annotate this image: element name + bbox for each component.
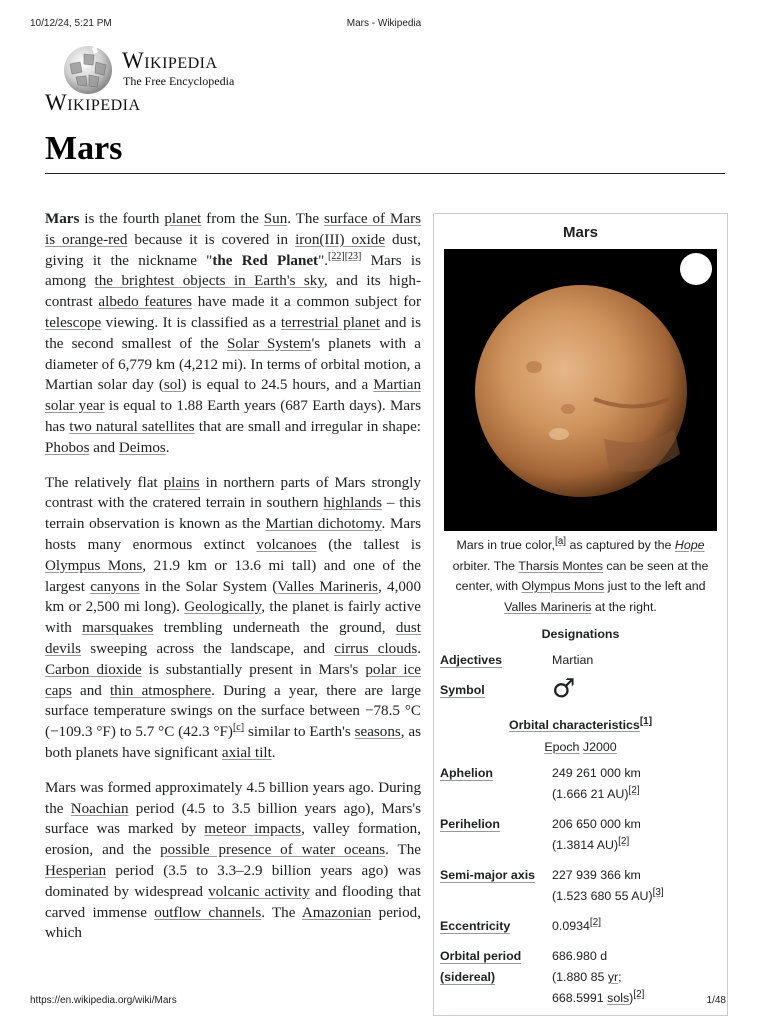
link-natural-satellites[interactable]: two natural satellites (69, 418, 195, 435)
text: . The (261, 904, 302, 921)
text: period, which (45, 904, 421, 942)
value-line (552, 886, 721, 907)
text: (1.880 85 (552, 970, 608, 984)
text: dust, giving it the nickname " (45, 231, 421, 269)
link-sol[interactable]: sol (163, 377, 182, 394)
value-orbital-period (552, 946, 721, 1009)
link-j2000[interactable]: J2000 (582, 740, 617, 754)
text: is the fourth (79, 211, 165, 227)
label-symbol (440, 680, 552, 704)
text: , valley formation, erosion, and the (45, 821, 421, 859)
designations-header: Designations (541, 627, 620, 641)
ref-3[interactable]: [3] (652, 886, 664, 898)
mars-symbol-icon: ♂ (552, 674, 576, 704)
ref-a[interactable]: [a] (554, 535, 567, 547)
link-thin-atmosphere[interactable]: thin atmosphere (109, 682, 212, 699)
text: sweeping across the landscape, and (81, 640, 335, 657)
text: (the tallest is (316, 536, 421, 553)
link-seasons[interactable]: seasons (354, 724, 401, 741)
value-adjectives: Martian (552, 653, 594, 667)
value-line: 206 650 000 km (552, 817, 641, 831)
text: similar to Earth's (244, 724, 355, 741)
print-page-number: 1/48 (706, 995, 726, 1006)
text: – this terrain observation is known as the (45, 495, 421, 533)
wikipedia-tagline: The Free Encyclopedia (123, 74, 235, 88)
link-epoch[interactable]: Epoch (544, 740, 580, 754)
row-semi-major-axis (434, 862, 727, 913)
label-text[interactable]: Aphelion (440, 766, 493, 780)
text: have made it a common subject for (192, 294, 421, 311)
link-tharsis-montes[interactable]: Tharsis Montes (518, 558, 603, 573)
text: is substantially present in Mars's (141, 661, 366, 678)
text: ; (618, 970, 622, 984)
text: The relatively flat (45, 474, 164, 491)
label-adjectives (440, 650, 552, 671)
text: , as both planets have significant (45, 724, 421, 761)
link-phobos[interactable]: Phobos (45, 439, 90, 456)
label-text[interactable]: (sidereal) (440, 970, 496, 984)
link-volcanic-activity[interactable]: volcanic activity (208, 883, 310, 900)
label-text[interactable]: Adjectives (440, 653, 502, 667)
text: , and its high-contrast (45, 273, 421, 311)
article-body (45, 209, 421, 958)
link-iron-oxide[interactable]: iron(III) oxide (295, 231, 386, 248)
label-semi-major-axis (440, 865, 552, 907)
link-solar-system[interactable]: Solar System (226, 335, 312, 352)
link-axial-tilt[interactable]: axial tilt (221, 744, 272, 761)
link-hope[interactable]: Hope (674, 538, 705, 552)
value-line: 227 939 366 km (552, 868, 641, 882)
link-highlands[interactable]: highlands (323, 495, 383, 512)
link-marsquakes[interactable]: marsquakes (82, 620, 154, 637)
text: Mars is among (45, 252, 421, 290)
value-semi-major-axis (552, 865, 721, 907)
text: . The (385, 842, 421, 859)
text: Mars was formed approximately 4.5 billion years ago. During the (45, 779, 421, 817)
link-surface-of-mars[interactable]: surface of Mars is orange-red (45, 211, 421, 248)
text: as captured by the (566, 538, 675, 552)
row-orbital-period (434, 943, 727, 1015)
link-water-oceans[interactable]: possible presence of water oceans (160, 842, 386, 859)
ref-1[interactable]: [1] (639, 715, 653, 727)
text: . The (287, 211, 325, 227)
image-caption (434, 531, 727, 619)
page-title: Mars (45, 130, 123, 167)
text: and flooding that carved immense (45, 883, 421, 921)
link-plains[interactable]: plains (163, 474, 200, 491)
text: , 21.9 km or 13.6 mi tall) and one of the largest (45, 557, 421, 595)
title-divider (45, 173, 725, 174)
term-mars: Mars (45, 211, 80, 227)
label-text[interactable]: Eccentricity (440, 919, 511, 933)
ref-2[interactable]: [2] (628, 784, 640, 796)
text: , the planet is fairly active with (45, 599, 421, 637)
row-aphelion (434, 760, 727, 811)
text: (1.666 21 AU) (552, 787, 629, 801)
print-title: Mars - Wikipedia (346, 18, 422, 29)
text: ) (629, 991, 634, 1005)
text: and (71, 682, 110, 699)
ref-2[interactable]: [2] (633, 988, 645, 1000)
text: can be seen at the center, with (455, 558, 709, 593)
text: 's planets with a diameter of 6,779 km (4,212 mi). In terms of orbital motion, a Martian solar day ( (45, 335, 422, 394)
value-line (552, 967, 721, 988)
term-red-planet: the Red Planet (212, 252, 319, 269)
infobox-title: Mars (562, 224, 599, 241)
orbital-header (434, 710, 727, 738)
text: ". (318, 252, 329, 269)
text: just to the left and (604, 579, 706, 593)
link-hesperian[interactable]: Hesperian (45, 862, 107, 879)
link-martian-solar-year[interactable]: Martian solar year (45, 377, 421, 415)
ref-2[interactable]: [2] (589, 916, 602, 928)
infobox (433, 213, 728, 1016)
label-text[interactable]: Orbital period (440, 949, 522, 963)
link-geologically[interactable]: Geologically (184, 599, 262, 616)
label-text[interactable]: Perihelion (440, 817, 500, 831)
link-deimos[interactable]: Deimos (118, 439, 166, 456)
text: viewing. It is classified as a (101, 314, 281, 331)
row-symbol (434, 674, 727, 710)
ref-c[interactable]: [c] (232, 722, 245, 734)
paragraph-geography (45, 473, 421, 764)
paragraph-intro (45, 209, 421, 459)
link-planet[interactable]: planet (164, 211, 202, 227)
text: at the right. (591, 599, 657, 614)
text: period (4.5 to 3.5 billion years ago), Mars's surface was marked by (45, 800, 421, 838)
mars-globe-image (444, 249, 717, 531)
link-carbon-dioxide[interactable]: Carbon dioxide (45, 661, 142, 678)
link-olympus-mons-caption[interactable]: Olympus Mons (521, 579, 605, 593)
link-volcanoes[interactable]: volcanoes (256, 536, 317, 553)
row-eccentricity (434, 913, 727, 943)
text: 668.5991 (552, 991, 608, 1005)
text: . (165, 439, 170, 456)
value-aphelion (552, 763, 721, 805)
text: in the Solar System ( (139, 578, 278, 595)
wikipedia-wordmark: Wikipedia (122, 48, 218, 73)
value-symbol (552, 674, 721, 704)
row-perihelion (434, 811, 727, 862)
link-amazonian[interactable]: Amazonian (301, 904, 372, 921)
text: from the (201, 211, 264, 227)
value-line (552, 835, 721, 856)
link-cirrus-clouds[interactable]: cirrus clouds (334, 640, 418, 657)
link-olympus-mons[interactable]: Olympus Mons (45, 557, 143, 574)
link-noachian[interactable]: Noachian (70, 800, 129, 817)
link-valles-marineris[interactable]: Valles Marineris (277, 578, 379, 595)
text: ) is equal to 24.5 hours, and a (181, 377, 374, 394)
link-canyons[interactable]: canyons (90, 578, 140, 595)
wikipedia-wordmark-small: Wikipedia (45, 90, 141, 115)
text: . (271, 744, 276, 761)
text: . Mars hosts many enormous extinct (45, 516, 421, 553)
row-adjectives (434, 647, 727, 677)
text: because it is covered in (127, 231, 296, 248)
link-telescope[interactable]: telescope (45, 314, 102, 331)
mars-image[interactable] (444, 249, 717, 531)
link-polar-ice-caps[interactable]: polar ice caps (45, 661, 422, 699)
link-martian-dichotomy[interactable]: Martian dichotomy (265, 516, 382, 533)
link-dust-devils[interactable]: dust devils (45, 620, 421, 657)
value-line: 249 261 000 km (552, 766, 641, 780)
text: . During a year, there are large surface temperature swings on the surface between −78.5 °C (−109.3 °F) to 5.7 °C (42.3 °F) (45, 682, 422, 741)
label-text[interactable]: Semi-major axis (440, 868, 536, 882)
text: trembling underneath the ground, (153, 620, 396, 637)
link-valles-marineris-caption[interactable]: Valles Marineris (504, 599, 592, 614)
link-outflow-channels[interactable]: outflow channels (154, 904, 262, 921)
text: and (89, 439, 119, 456)
text: period (3.5 to 3.3–2.9 billion years ago) was dominated by widespread (45, 862, 421, 900)
link-sun[interactable]: Sun (263, 211, 288, 227)
label-eccentricity (440, 916, 552, 937)
text: is equal to 1.88 Earth years (687 Earth days). Mars has (45, 398, 421, 435)
value-eccentricity (552, 916, 721, 937)
paragraph-history (45, 778, 421, 944)
orbital-header-text[interactable]: Orbital characteristics (508, 718, 640, 732)
epoch-row (434, 738, 727, 760)
link-terrestrial-planet[interactable]: terrestrial planet (280, 314, 381, 331)
label-aphelion (440, 763, 552, 805)
text: orbiter. The (452, 558, 519, 573)
link-yr[interactable]: yr (607, 970, 619, 984)
value-line (552, 988, 721, 1009)
link-brightest-objects[interactable]: the brightest objects in Earth's sky (94, 273, 324, 290)
print-url: https://en.wikipedia.org/wiki/Mars (30, 995, 177, 1006)
label-perihelion (440, 814, 552, 856)
link-sols[interactable]: sols (607, 991, 630, 1005)
text: . (417, 640, 421, 657)
value-line (552, 784, 721, 805)
link-albedo-features[interactable]: albedo features (98, 294, 193, 311)
text: 0.0934 (552, 919, 590, 933)
link-meteor-impacts[interactable]: meteor impacts (204, 821, 302, 838)
text: , 4,000 km or 2,500 mi long). (45, 578, 422, 616)
label-text[interactable]: Symbol (440, 683, 485, 697)
value-line: 686.980 d (552, 949, 608, 963)
print-datetime: 10/12/24, 5:21 PM (30, 18, 112, 29)
ref-2[interactable]: [2] (618, 835, 630, 847)
text: Mars in true color, (456, 538, 555, 552)
text: (1.523 680 55 AU) (552, 889, 653, 903)
wikipedia-globe-icon[interactable] (62, 44, 114, 96)
label-orbital-period (440, 946, 552, 1009)
text: and is the second smallest of the (45, 314, 421, 352)
value-perihelion (552, 814, 721, 856)
text: (1.3814 AU) (552, 838, 619, 852)
ref-23[interactable]: [23] (344, 250, 362, 262)
text: in northern parts of Mars strongly contrast with the cratered terrain in southern (45, 474, 421, 512)
ref-22[interactable]: [22] (328, 250, 345, 262)
text: that are small and irregular in shape: (194, 418, 421, 435)
